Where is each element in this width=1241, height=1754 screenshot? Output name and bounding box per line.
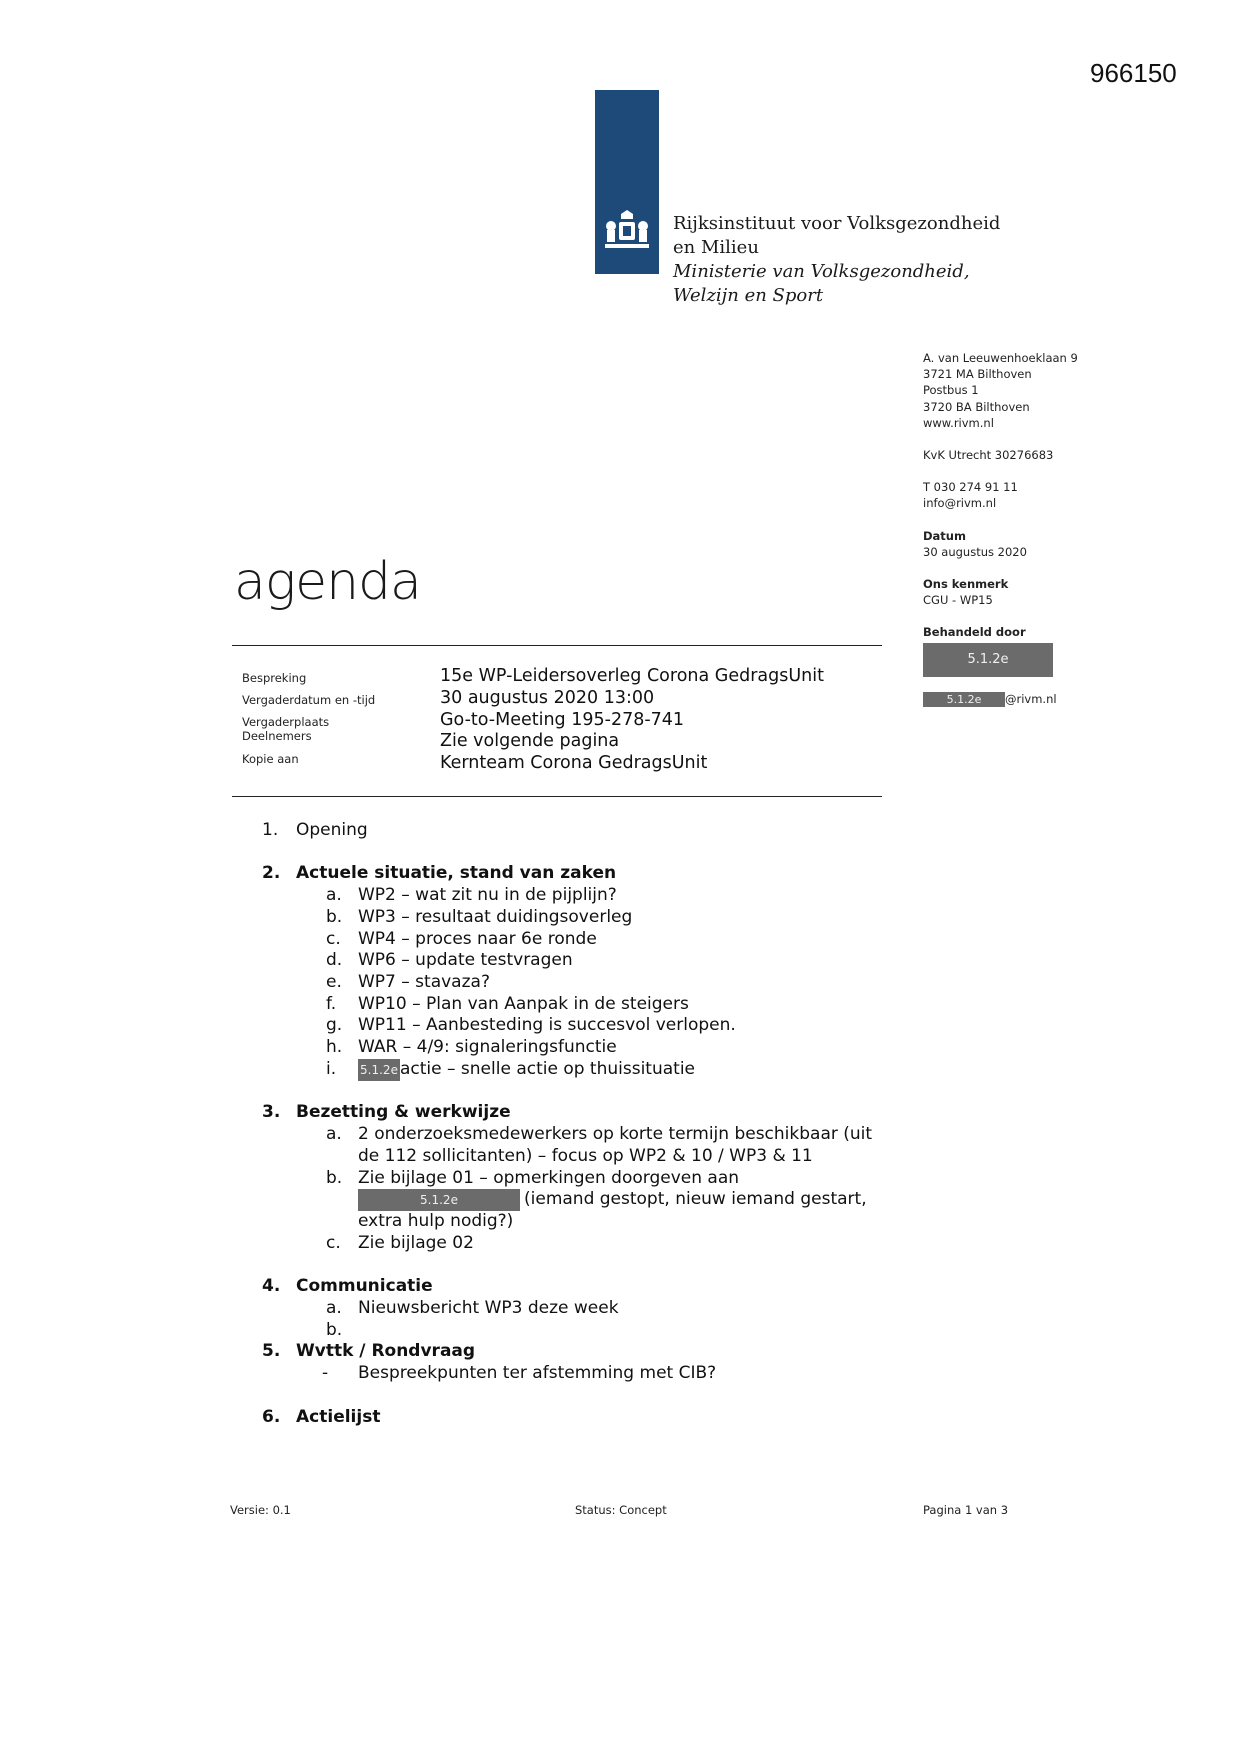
sub-letter: b. (326, 1319, 343, 1340)
org-line-3: Ministerie van Volksgezondheid, (673, 261, 970, 282)
agenda-item (262, 820, 922, 842)
kvk-number: KvK Utrecht 30276683 (923, 448, 1054, 463)
datum-value: 30 augustus 2020 (923, 544, 1027, 559)
sub-text-line: Zie bijlage 01 – opmerkingen doorgeven aan (358, 1167, 740, 1188)
sub-text (358, 1168, 922, 1233)
sub-letter: i. (326, 1058, 337, 1079)
org-line-2: en Milieu (673, 237, 759, 258)
sub-text: WP3 – resultaat duidingsoverleg (358, 906, 633, 927)
sub-letter: d. (326, 950, 343, 971)
meta-label: Kopie aan (242, 752, 299, 766)
item-text: Actuele situatie, stand van zaken (296, 863, 617, 884)
redaction-box: 5.1.2e (923, 643, 1053, 677)
agenda-item (262, 1102, 922, 1124)
meta-label: Vergaderplaats (242, 715, 330, 729)
dash-bullet: - (322, 1363, 329, 1384)
sub-text: WP10 – Plan van Aanpak in de steigers (358, 993, 689, 1014)
item-number: 2. (262, 863, 281, 884)
divider (232, 796, 882, 797)
sub-letter: b. (326, 906, 343, 927)
sub-item (262, 1168, 922, 1233)
sub-item (262, 1320, 922, 1342)
footer-page: Pagina 1 van 3 (923, 1503, 1009, 1517)
item-number: 5. (262, 1341, 281, 1362)
sub-letter: a. (326, 1124, 342, 1145)
org-line-4: Welzijn en Sport (673, 285, 824, 306)
postbus-city: 3720 BA Bilthoven (923, 399, 1030, 414)
meta-value: Kernteam Corona GedragsUnit (440, 753, 708, 774)
redaction-box: 5.1.2e (358, 1189, 520, 1211)
agenda-item (262, 863, 922, 885)
sub-text-line: de 112 sollicitanten) – focus op WP2 & 10 / WP3 & 11 (358, 1145, 813, 1166)
item-number: 3. (262, 1102, 281, 1123)
sub-item (262, 1363, 922, 1385)
agenda-item (262, 1407, 922, 1429)
item-text: Bezetting & werkwijze (296, 1102, 511, 1123)
sub-item (262, 1015, 922, 1037)
sub-text-rest: actie – snelle actie op thuissituatie (400, 1058, 696, 1079)
sub-item (262, 1124, 922, 1167)
contact-sidebar (923, 350, 1113, 707)
sub-item (262, 885, 922, 907)
sub-text: Zie bijlage 02 (358, 1232, 474, 1253)
meta-label: Vergaderdatum en -tijd (242, 692, 376, 707)
redaction-box: 5.1.2e (358, 1059, 400, 1081)
sub-item (262, 972, 922, 994)
sub-text: Nieuwsbericht WP3 deze week (358, 1298, 619, 1319)
meta-label: Deelnemers (242, 729, 312, 743)
sub-text (358, 1124, 922, 1167)
sub-item (262, 1059, 922, 1081)
sub-letter: c. (326, 1232, 341, 1253)
sub-text: Bespreekpunten ter afstemming met CIB? (358, 1363, 717, 1384)
agenda-item (262, 1341, 922, 1363)
org-line-1: Rijksinstituut voor Volksgezondheid (673, 213, 1001, 234)
sub-text: WP4 – proces naar 6e ronde (358, 928, 597, 949)
coat-of-arms-icon (601, 208, 653, 252)
sub-text-line: (iemand gestopt, nieuw iemand gestart, (524, 1189, 867, 1210)
sub-text: WP7 – stavaza? (358, 971, 490, 992)
page-title: agenda (234, 552, 421, 612)
sub-item (262, 1233, 922, 1255)
item-number: 1. (262, 820, 279, 840)
website: www.rivm.nl (923, 415, 994, 430)
behandeld-label: Behandeld door (923, 625, 1026, 640)
organization-name (673, 212, 1000, 308)
sub-item (262, 1037, 922, 1059)
footer-status: Status: Concept (575, 1503, 667, 1517)
divider (232, 645, 882, 646)
meta-labels (242, 668, 375, 771)
sub-letter: a. (326, 1298, 342, 1319)
sub-letter: h. (326, 1037, 343, 1058)
meta-value: 15e WP-Leidersoverleg Corona GedragsUnit (440, 666, 824, 686)
sub-letter: a. (326, 885, 342, 906)
redacted-email (923, 691, 1113, 707)
item-text: Actielijst (296, 1406, 381, 1427)
address-line-1: A. van Leeuwenhoeklaan 9 (923, 351, 1078, 365)
meta-label: Bespreking (242, 671, 307, 685)
item-text: Communicatie (296, 1276, 433, 1297)
postbus: Postbus 1 (923, 383, 979, 398)
meta-value: Zie volgende pagina (440, 731, 620, 752)
sub-letter: c. (326, 928, 341, 949)
sub-text: WP2 – wat zit nu in de pijplijn? (358, 885, 617, 906)
sub-item (262, 1298, 922, 1320)
item-text: Opening (296, 820, 368, 840)
sub-item (262, 929, 922, 951)
sub-item (262, 907, 922, 929)
kenmerk-label: Ons kenmerk (923, 577, 1009, 592)
document-number: 966150 (1090, 58, 1177, 88)
address-line-2: 3721 MA Bilthoven (923, 367, 1032, 382)
sub-text (358, 1059, 922, 1081)
sub-text-line: extra hulp nodig?) (358, 1211, 514, 1232)
sub-letter: g. (326, 1015, 343, 1036)
sub-text: WP11 – Aanbesteding is succesvol verlopen. (358, 1015, 736, 1036)
sub-item (262, 994, 922, 1016)
footer-version: Versie: 0.1 (230, 1503, 291, 1517)
agenda-list (262, 820, 922, 1428)
meta-value: Go-to-Meeting 195-278-741 (440, 709, 685, 730)
email: info@rivm.nl (923, 496, 997, 511)
logo-bar (595, 90, 659, 274)
sub-letter: e. (326, 971, 342, 992)
sub-letter: f. (326, 993, 337, 1014)
redaction-box: 5.1.2e (923, 692, 1005, 707)
sub-text: WP6 – update testvragen (358, 950, 573, 971)
sub-text: WAR – 4/9: signaleringsfunctie (358, 1037, 617, 1058)
meta-values (440, 666, 824, 775)
sub-letter: b. (326, 1167, 343, 1188)
item-text: Wvttk / Rondvraag (296, 1341, 476, 1362)
phone-number: T 030 274 91 11 (923, 480, 1018, 495)
sub-item (262, 950, 922, 972)
kenmerk-value: CGU - WP15 (923, 593, 993, 608)
sub-text-line: 2 onderzoeksmedewerkers op korte termijn beschikbaar (uit (358, 1124, 873, 1145)
datum-label: Datum (923, 528, 966, 543)
meta-value: 30 augustus 2020 13:00 (440, 687, 655, 708)
sub-text (358, 1320, 922, 1342)
agenda-item (262, 1276, 922, 1298)
item-number: 6. (262, 1406, 281, 1427)
item-number: 4. (262, 1276, 281, 1297)
email-suffix: @rivm.nl (1005, 691, 1057, 706)
